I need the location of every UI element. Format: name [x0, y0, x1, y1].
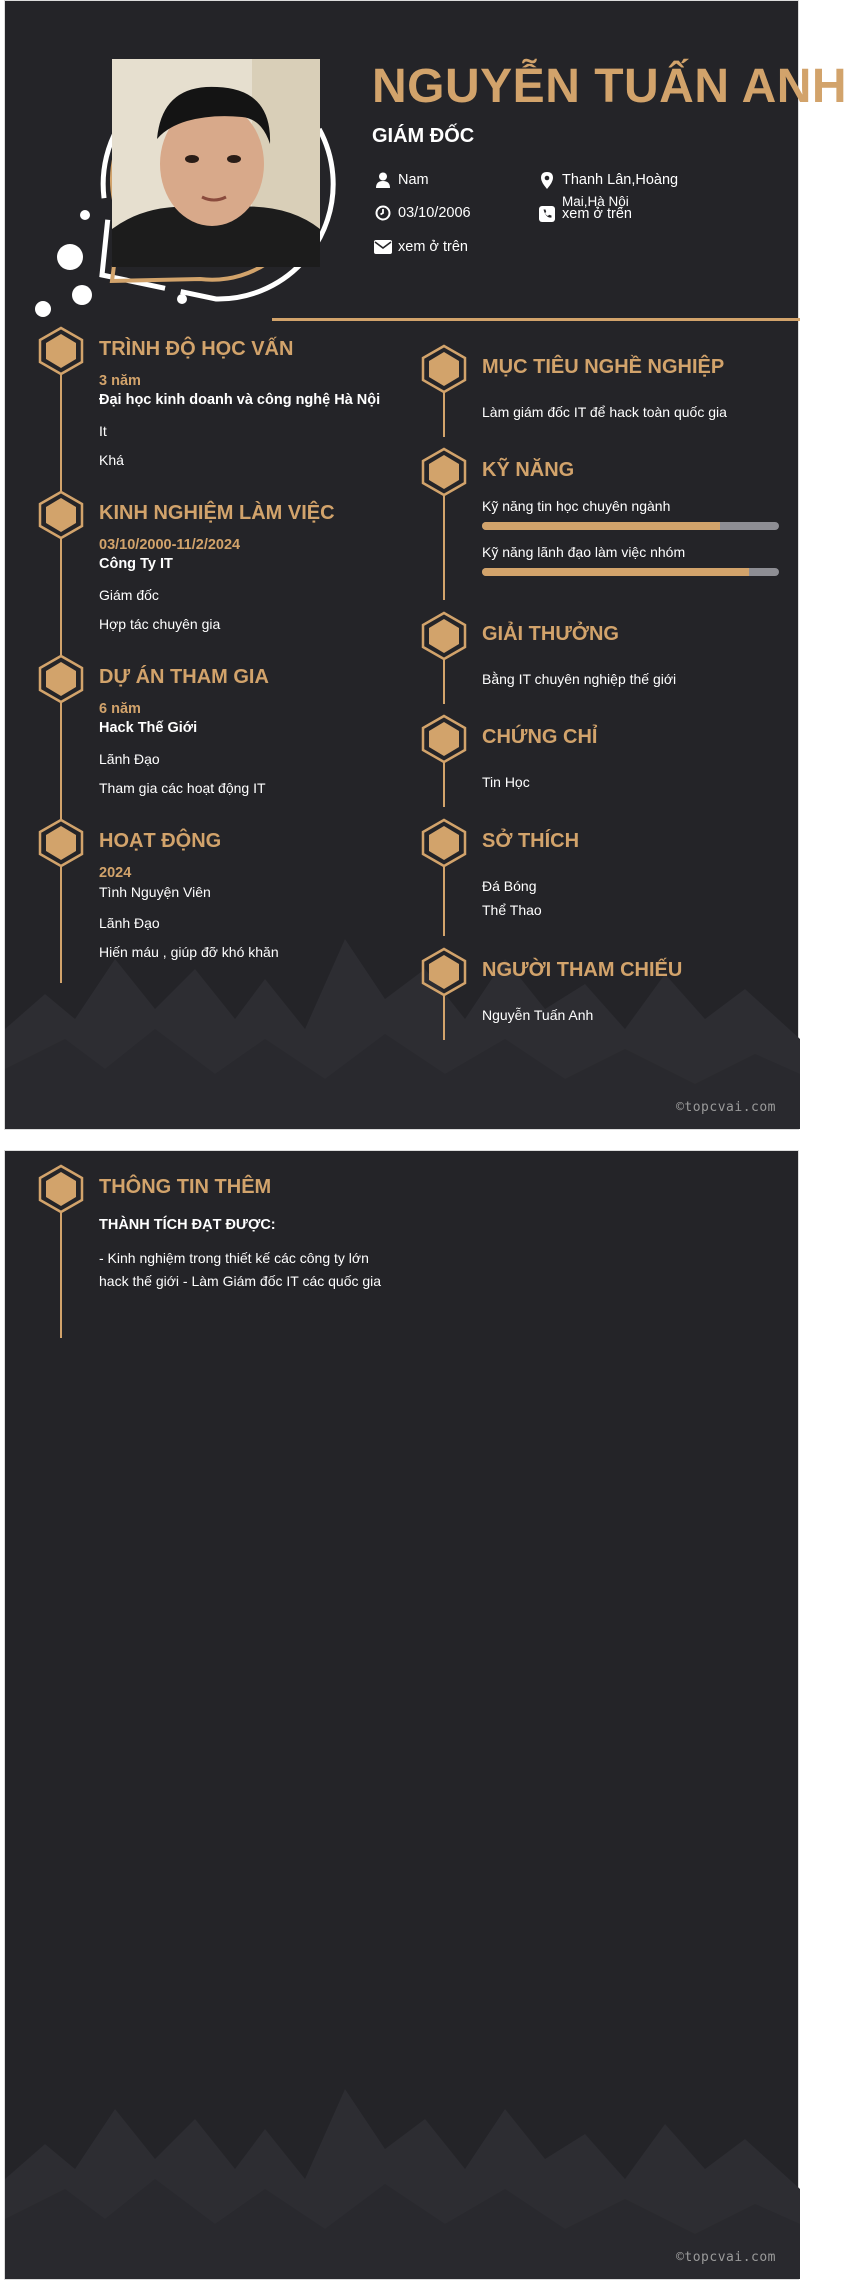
map-pin-icon	[536, 171, 558, 189]
section-title: KINH NGHIỆM LÀM VIỆC	[99, 502, 335, 524]
hexagon-icon	[39, 1165, 83, 1213]
address-value	[562, 171, 679, 209]
section-body	[482, 772, 802, 792]
section-title: THÔNG TIN THÊM	[99, 1176, 272, 1198]
activity-role: Lãnh Đạo	[99, 915, 160, 931]
hexagon-icon	[39, 327, 83, 375]
section-body	[99, 536, 419, 634]
hexagon-icon	[39, 655, 83, 703]
cv-page-1	[4, 0, 847, 1130]
address-line-2: Mai,Hà Nội	[562, 194, 629, 209]
job-title: GIÁM ĐỐC	[372, 125, 475, 147]
timeline-line	[60, 538, 62, 655]
award-text: Bằng IT chuyên nghiệp thế giới	[482, 671, 677, 687]
achievements-line: - Kinh nghiệm trong thiết kế các công ty lớn	[99, 1250, 369, 1266]
email-value: xem ở trên	[398, 239, 468, 255]
section-body	[99, 1215, 439, 1293]
project-name: Hack Thế Giới	[99, 720, 198, 736]
gender-value: Nam	[398, 172, 429, 188]
hexagon-icon	[39, 819, 83, 867]
skill-bar	[482, 568, 779, 576]
timeline-line	[60, 866, 62, 983]
section-title: MỤC TIÊU NGHỀ NGHIỆP	[482, 356, 725, 378]
section-title: NGƯỜI THAM CHIẾU	[482, 959, 683, 981]
user-icon	[372, 171, 394, 189]
clock-icon	[372, 204, 394, 222]
section-body	[482, 1005, 802, 1025]
avatar-frame	[20, 19, 350, 319]
timeline-line	[60, 1212, 62, 1338]
hobby-item: Đá Bóng	[482, 878, 537, 894]
project-description: Tham gia các hoạt động IT	[99, 780, 266, 796]
watermark: ©topcvai.com	[676, 2250, 776, 2265]
timeline-line	[443, 495, 445, 600]
timeline-line	[60, 374, 62, 491]
project-duration: 6 năm	[99, 701, 141, 717]
section-body	[99, 864, 419, 962]
hexagon-icon	[422, 715, 466, 763]
timeline-line	[443, 762, 445, 807]
section-title: DỰ ÁN THAM GIA	[99, 666, 269, 688]
skill-name: Kỹ năng lãnh đạo làm việc nhóm	[482, 544, 686, 560]
section-body	[482, 669, 802, 689]
skill-bar-fill	[482, 522, 720, 530]
activity-organization: Tình Nguyện Viên	[99, 884, 211, 900]
hexagon-icon	[422, 345, 466, 393]
birthday-row	[372, 204, 471, 222]
address-line-1: Thanh Lân,Hoàng	[562, 172, 679, 188]
section-title: GIẢI THƯỞNG	[482, 623, 619, 645]
cv-page-2	[4, 1150, 799, 2280]
experience-period: 03/10/2000-11/2/2024	[99, 537, 241, 553]
timeline-line	[443, 995, 445, 1040]
hexagon-icon	[422, 948, 466, 996]
objective-text: Làm giám đốc IT để hack toàn quốc gia	[482, 404, 727, 420]
mountain-background	[5, 2049, 800, 2279]
timeline-line	[60, 702, 62, 819]
hobby-item: Thể Thao	[482, 902, 542, 918]
section-title: KỸ NĂNG	[482, 459, 575, 481]
envelope-icon	[372, 238, 394, 256]
section-title: HOẠT ĐỘNG	[99, 830, 222, 852]
achievements-line: hack thế giới - Làm Giám đốc IT các quốc gia	[99, 1273, 382, 1289]
hexagon-icon	[422, 448, 466, 496]
hexagon-icon	[39, 491, 83, 539]
reference-text: Nguyễn Tuấn Anh	[482, 1007, 594, 1023]
phone-icon	[536, 205, 558, 223]
timeline-line	[443, 866, 445, 936]
activity-year: 2024	[99, 865, 132, 881]
header-divider	[272, 318, 800, 321]
candidate-name: NGUYỄN TUẤN ANH	[372, 60, 847, 113]
skill-bar-fill	[482, 568, 749, 576]
section-body	[99, 372, 419, 470]
experience-company: Công Ty IT	[99, 556, 173, 572]
phone-value: xem ở trên	[562, 206, 632, 222]
activity-description: Hiến máu , giúp đỡ khó khăn	[99, 944, 279, 960]
timeline-line	[443, 392, 445, 437]
education-duration: 3 năm	[99, 373, 141, 389]
education-school: Đại học kinh doanh và công nghệ Hà Nội	[99, 392, 381, 408]
section-title: CHỨNG CHỈ	[482, 726, 598, 748]
certificate-text: Tin Học	[482, 774, 530, 790]
phone-row	[536, 205, 632, 223]
address-row	[536, 171, 679, 209]
experience-description: Hợp tác chuyên gia	[99, 616, 221, 632]
hexagon-icon	[422, 819, 466, 867]
achievements-heading: THÀNH TÍCH ĐẠT ĐƯỢC:	[99, 1217, 276, 1233]
skill-name: Kỹ năng tin học chuyên ngành	[482, 498, 671, 514]
birthday-value: 03/10/2006	[398, 205, 471, 221]
education-grade: Khá	[99, 452, 124, 468]
skill-bar	[482, 522, 779, 530]
section-body	[482, 876, 802, 920]
profile-photo	[112, 59, 320, 267]
section-title: SỞ THÍCH	[482, 830, 580, 852]
section-body	[99, 700, 419, 798]
education-major: It	[99, 423, 107, 439]
section-title: TRÌNH ĐỘ HỌC VẤN	[99, 338, 294, 360]
email-row	[372, 238, 468, 256]
gender-row	[372, 171, 429, 189]
watermark: ©topcvai.com	[676, 1100, 776, 1115]
hexagon-icon	[422, 612, 466, 660]
project-role: Lãnh Đạo	[99, 751, 160, 767]
section-body	[482, 402, 802, 422]
section-body	[482, 496, 802, 576]
experience-position: Giám đốc	[99, 587, 159, 603]
timeline-line	[443, 659, 445, 704]
